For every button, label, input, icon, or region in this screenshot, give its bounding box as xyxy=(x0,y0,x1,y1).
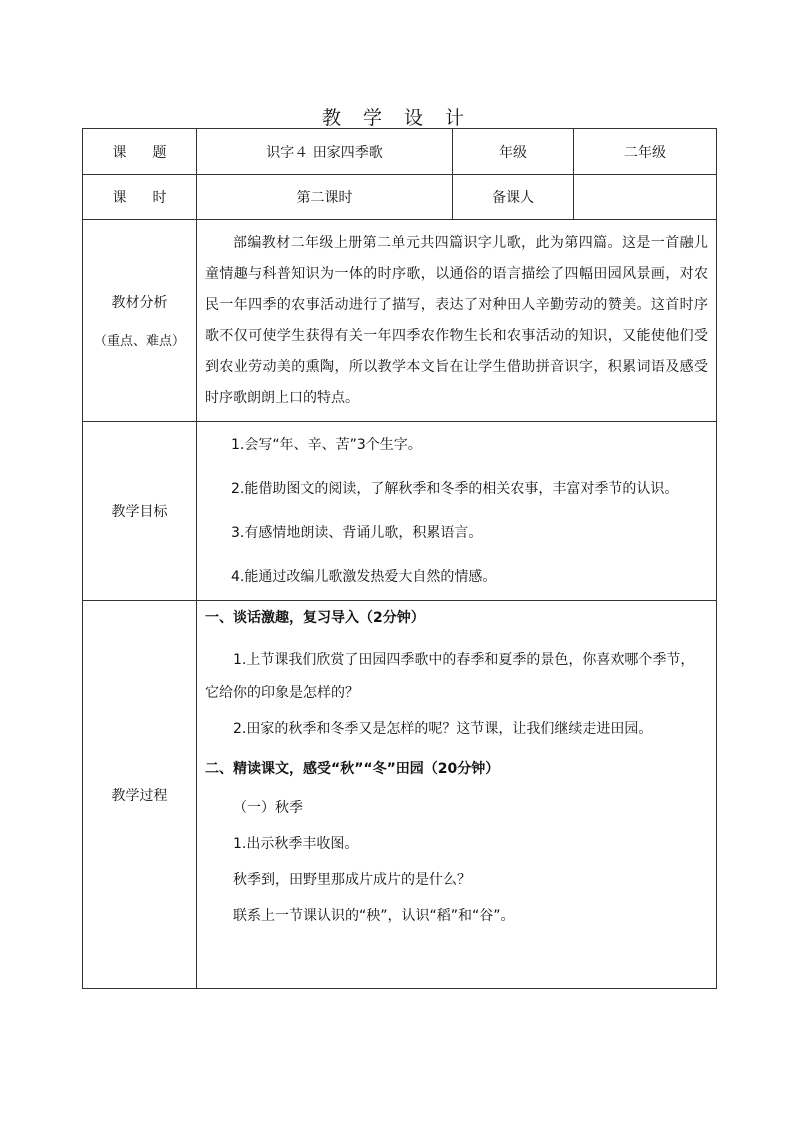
section1-item2: 2.田家的秋季和冬季又是怎样的呢？这节课，让我们继续走进田园。 xyxy=(233,721,653,737)
goals-list xyxy=(197,422,717,601)
goals-row xyxy=(83,422,717,601)
period-row xyxy=(83,175,717,220)
period-value: 第二课时 xyxy=(197,175,453,220)
grade-label: 年级 xyxy=(453,129,574,175)
document-title: 教 学 设 计 xyxy=(321,107,473,129)
grade-value: 二年级 xyxy=(574,129,717,175)
goal-item: 2.能借助图文的阅读，了解秋季和冬季的相关农事，丰富对季节的认识。 xyxy=(231,481,679,497)
lesson-plan-table xyxy=(82,128,717,989)
topic-label-cell xyxy=(83,129,197,175)
period-label-cell xyxy=(83,175,197,220)
process-line2: 秋季到，田野里那成片成片的是什么？ xyxy=(233,872,471,888)
goals-label: 教学目标 xyxy=(83,422,197,601)
sub-heading-autumn: （一）秋季 xyxy=(233,800,303,816)
analysis-sublabel: （重点、难点） xyxy=(93,334,185,349)
analysis-row xyxy=(83,220,717,422)
goal-item: 1.会写“年、辛、苦”3个生字。 xyxy=(231,437,422,453)
teacher-label: 备课人 xyxy=(453,175,574,220)
process-line1: 1.出示秋季丰收图。 xyxy=(233,836,359,852)
section1-heading: 一、谈话激趣，复习导入（2分钟） xyxy=(205,610,425,626)
goal-item: 4.能通过改编儿歌激发热爱大自然的情感。 xyxy=(231,569,497,585)
teacher-value xyxy=(574,175,717,220)
period-label: 课时 xyxy=(112,190,193,206)
section1-item1: 1.上节课我们欣赏了田园四季歌中的春季和夏季的景色，你喜欢哪个季节，它给你的印象是怎样的？ xyxy=(205,652,695,701)
topic-row xyxy=(83,129,717,175)
analysis-label: 教材分析 xyxy=(111,295,168,311)
process-row xyxy=(83,601,717,989)
analysis-label-cell xyxy=(83,220,197,422)
process-content xyxy=(197,601,717,989)
topic-label: 课题 xyxy=(112,144,193,161)
topic-value: 识字４ 田家四季歌 xyxy=(197,129,453,175)
process-line3: 联系上一节课认识的“秧”，认识“稻”和“谷”。 xyxy=(233,908,515,924)
section2-heading: 二、精读课文，感受“秋”“冬”田园（20分钟） xyxy=(205,761,500,777)
process-label: 教学过程 xyxy=(83,601,197,989)
analysis-text: 部编教材二年级上册第二单元共四篇识字儿歌，此为第四篇。这是一首融儿童情趣与科普知识为一体的时序歌，以通俗的语言描绘了四幅田园风景画，对农民一年四季的农事活动进行了描写，表达了对种田人辛勤劳动的赞美。这首时序歌不仅可使学生获得有关一年四季农作物生长和农事活动的知识，又能使他们受到农业劳动美的熏陶，所以教学本文旨在让学生借助拼音识字，积累词语及感受时序歌朗朗上口的特点。 xyxy=(197,220,717,422)
goal-item: 3.有感情地朗读、背诵儿歌，积累语言。 xyxy=(231,525,483,541)
